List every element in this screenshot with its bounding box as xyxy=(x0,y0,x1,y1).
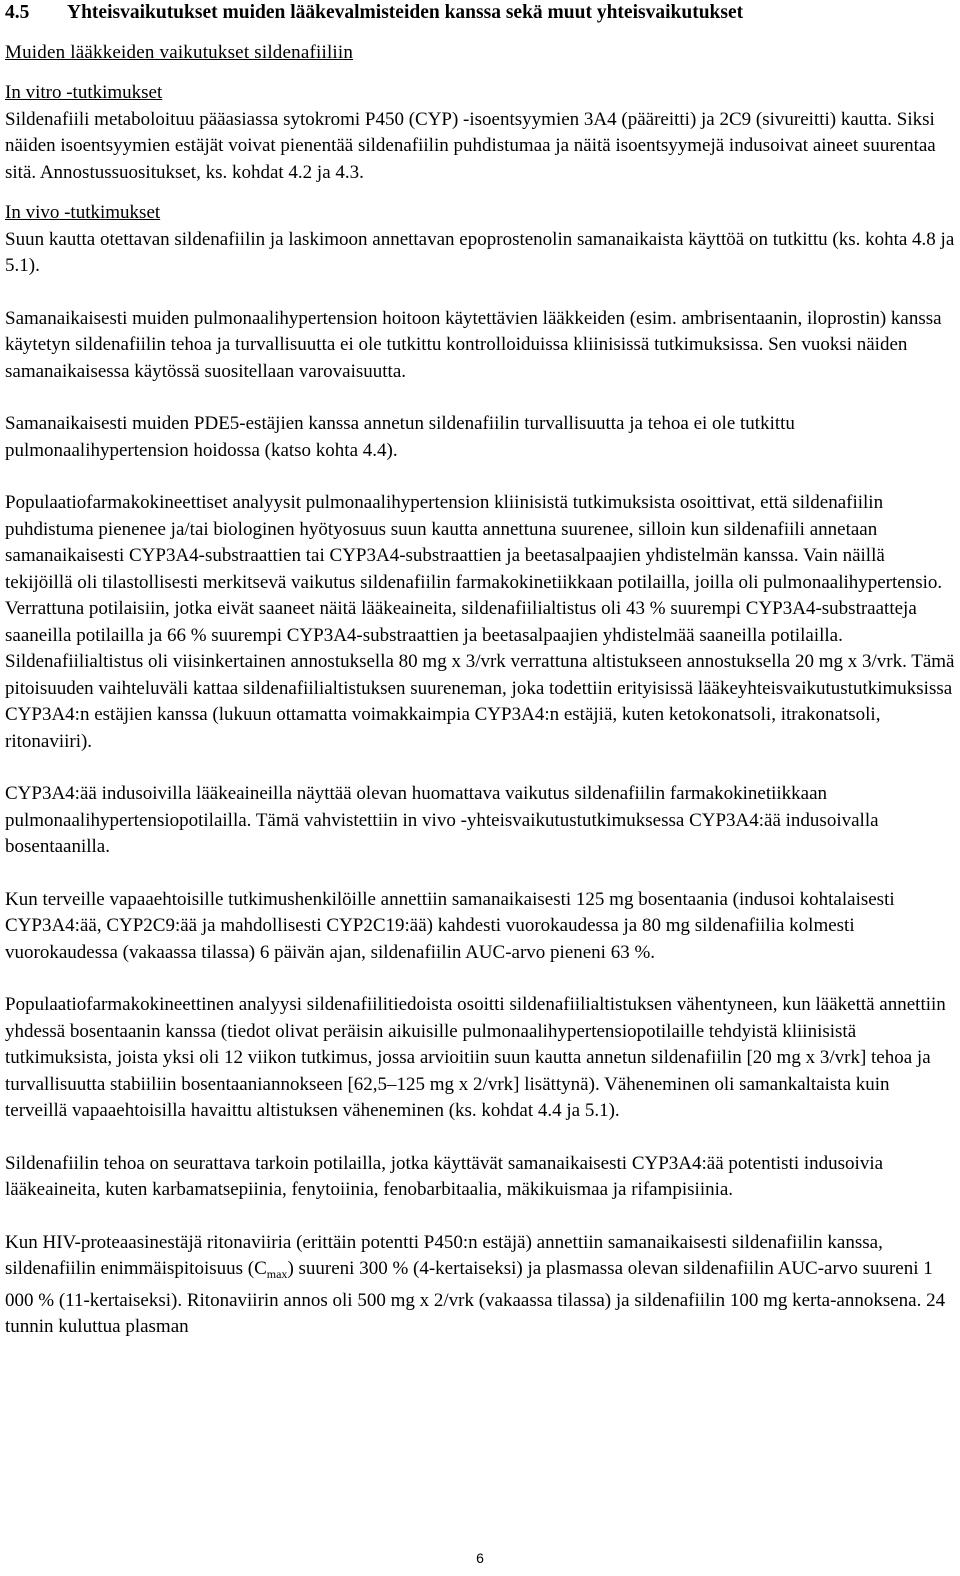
document-page xyxy=(5,0,955,1341)
paragraph-ritonavir: Kun HIV-proteaasinestäjä ritonaviiria (erittäin potentti P450:n estäjä) annettiin samanaikaisesti sildenafiilin kanssa, sildenafiilin enimmäispitoisuus $(C_{max})$ suureni 300 % (4-kertaiseksi) ja plasmassa olevan sildenafiilin AUC-arvo suureni 1 000 % (11-kertaiseksi). Ritonaviirin annos oli 500 mg x 2/vrk (vakaassa tilassa) ja sildenafiilin 100 mg kerta-annoksena. 24 tunnin kuluttua plasman xyxy=(5,1231,946,1337)
in-vitro-text: Sildenafiili metaboloituu pääasiassa sytokromi P450 (CYP) -isoentsyymien 3A4 (pääreitti) ja 2C9 (sivureitti) kautta. Siksi näiden isoentsyymien estäjät voivat pienentää sildenafiilin puhdistumaa ja näitä isoentsyymejä indusoivat aineet suurentaa sitä. Annostussuositukset, ks. kohdat 4.2 ja 4.3. xyxy=(5,108,936,183)
paragraph: Kun terveille vapaaehtoisille tutkimushenkilöille annettiin samanaikaisesti 125 mg bosentaania (indusoi kohtalaisesti CYP3A4:ää, CYP2C9:ää ja mahdollisesti CYP2C19:ää) kahdesti vuorokaudessa ja 80 mg sildenafiilia kolmesti vuorokaudessa (vakaassa tilassa) 6 päivän ajan, sildenafiilin AUC-arvo pieneni 63 %. xyxy=(5,888,895,963)
section-title: Yhteisvaikutukset muiden lääkevalmisteiden kanssa sekä muut yhteisvaikutukset xyxy=(67,2,744,23)
in-vitro-heading: In vitro -tutkimukset xyxy=(5,82,163,103)
in-vivo-heading: In vivo -tutkimukset xyxy=(5,202,161,223)
section-heading xyxy=(5,0,955,26)
paragraph: CYP3A4:ää indusoivilla lääkeaineilla näyttää olevan huomattava vaikutus sildenafiilin farmakokinetiikkaan pulmonaalihypertensiopotilailla. Tämä vahvistettiin in vivo -yhteisvaikutustutkimuksessa CYP3A4:ää indusoivalla bosentaanilla. xyxy=(5,783,879,857)
page-number: 6 xyxy=(476,1550,484,1566)
paragraph: Samanaikaisesti muiden pulmonaalihypertension hoitoon käytettävien lääkkeiden (esim. ambrisentaanin, iloprostin) kanssa käytetyn sildenafiilin tehoa ja turvallisuutta ei ole tutkittu kontrolloiduissa kliinisissä tutkimuksissa. Sen vuoksi näiden samanaikaisessa käytössä suositellaan varovaisuutta. xyxy=(5,307,942,382)
paragraph: Populaatiofarmakokineettinen analyysi sildenafiilitiedoista osoitti sildenafiilialtistuksen vähentyneen, kun lääkettä annettiin yhdessä bosentaanin kanssa (tiedot olivat peräisin aikuisille pulmonaalihypertensiopotilaille tehdyistä kliinisistä tutkimuksista, joista yksi oli 12 viikon tutkimus, jossa arvioitiin suun kautta annetun sildenafiilin [20 mg x 3/vrk] tehoa ja turvallisuutta stabiiliin bosentaaniannokseen [62,5–125 mg x 2/vrk] lisättynä). Väheneminen oli samankaltaista kuin terveillä vapaaehtoisilla havaittu altistuksen väheneminen (ks. kohdat 4.4 ja 5.1). xyxy=(5,994,946,1121)
section-number: 4.5 xyxy=(5,2,30,23)
paragraph: Sildenafiilin tehoa on seurattava tarkoin potilailla, jotka käyttävät samanaikaisesti CYP3A4:ää potentisti indusoivia lääkeaineita, kuten karbamatsepiinia, fenytoiinia, fenobarbitaalia, mäkikuismaa ja rifampisiinia. xyxy=(5,1152,884,1200)
paragraph: Samanaikaisesti muiden PDE5-estäjien kanssa annetun sildenafiilin turvallisuutta ja tehoa ei ole tutkittu pulmonaalihypertension hoidossa (katso kohta 4.4). xyxy=(5,413,795,461)
subheading: Muiden lääkkeiden vaikutukset sildenafiiliin xyxy=(5,42,354,63)
cmax-subscript: max xyxy=(266,1267,288,1281)
paragraph: Populaatiofarmakokineettiset analyysit pulmonaalihypertension kliinisistä tutkimuksista osoittivat, että sildenafiilin puhdistuma pienenee ja/tai biologinen hyötyosuus suun kautta annettuna suurenee, silloin kun sildenafiili annetaan samanaikaisesti CYP3A4-substraattien tai CYP3A4-substraattien ja beetasalpaajien yhdistelmän kanssa. Vain näillä tekijöillä oli tilastollisesti merkitsevä vaikutus sildenafiilin farmakokinetiikkaan potilailla, joilla oli pulmonaalihypertensio. Verrattuna potilaisiin, jotka eivät saaneet näitä lääkeaineita, sildenafiilialtistus oli 43 % suurempi CYP3A4-substraatteja saaneilla potilailla ja 66 % suurempi CYP3A4-substraattien ja beetasalpaajien yhdistelmää saaneilla potilailla. Sildenafiilialtistus oli viisinkertainen annostuksella 80 mg x 3/vrk verrattuna altistukseen annostuksella 20 mg x 3/vrk. Tämä pitoisuuden vaihteluväli kattaa sildenafiilialtistuksen suureneman, joka todettiin erityisissä lääkeyhteisvaikutustutkimuksissa CYP3A4:n estäjien kanssa (lukuun ottamatta voimakkaimpia CYP3A4:n estäjiä, kuten ketokonatsoli, itrakonatsoli, ritonaviiri). xyxy=(5,492,955,752)
in-vivo-text: Suun kautta otettavan sildenafiilin ja laskimoon annettavan epoprostenolin samanaikaista käyttöä on tutkittu (ks. kohta 4.8 ja 5.1). xyxy=(5,228,955,276)
